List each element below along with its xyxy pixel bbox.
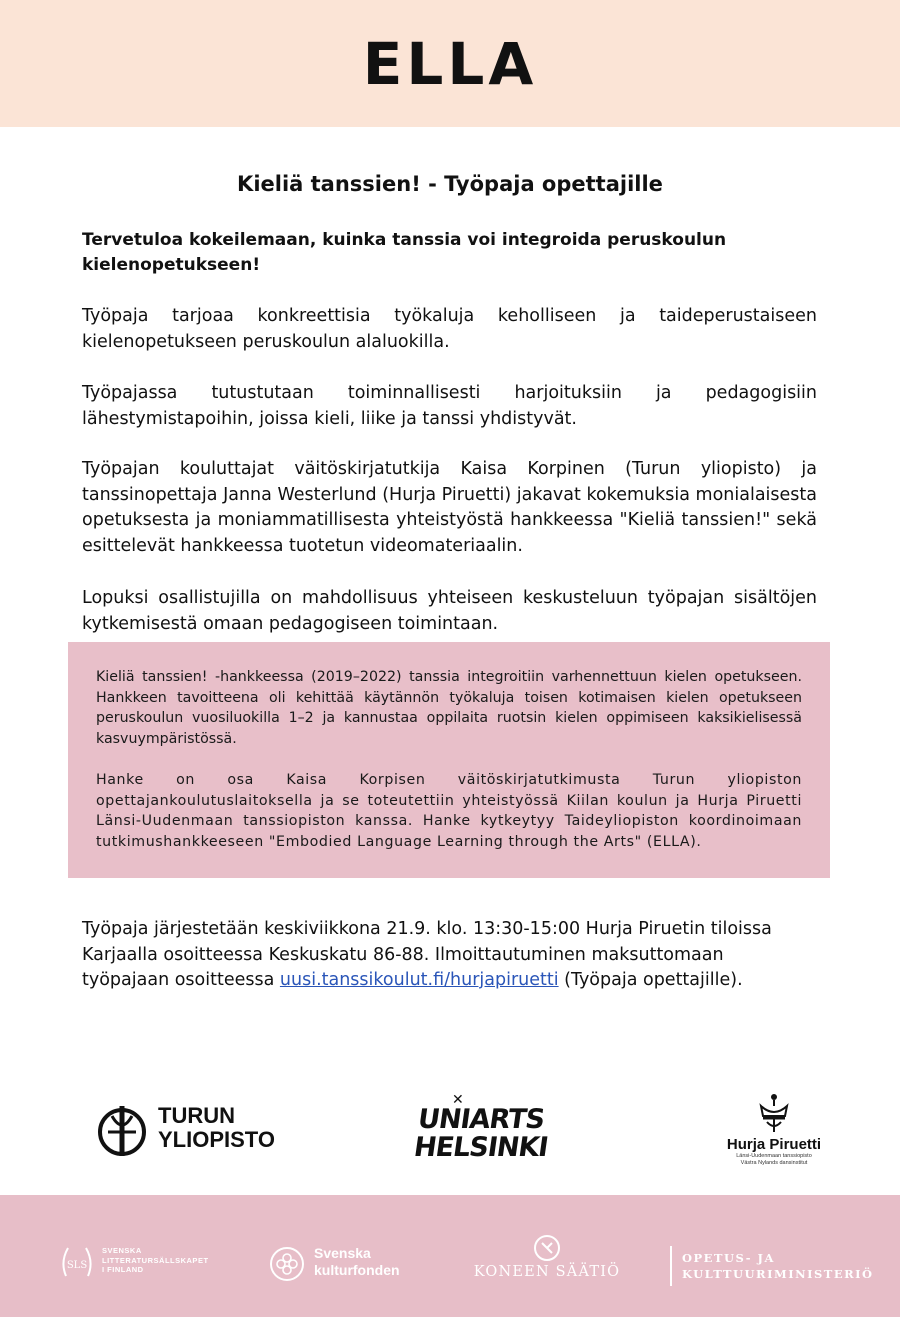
registration-link[interactable]: uusi.tanssikoulut.fi/hurjapiruetti bbox=[279, 970, 559, 990]
paragraph: Työpajan kouluttajat väitöskirjatutkija Kaisa Korpinen (Turun yliopisto) ja tanssinopettaja Janna Westerlund (Hurja Piruetti) jakavat kokemuksia monialaisesta opetuksesta ja moniammatillisesta yhteistyöstä hankkeessa "Kieliä tanssien!" sekä esittelevät hankkeessa tuotetun videomateriaalin. bbox=[82, 459, 817, 556]
crown-icon bbox=[755, 1092, 793, 1134]
kone-emblem-icon bbox=[533, 1234, 561, 1262]
info-box-paragraph: Hanke on osa Kaisa Korpisen väitöskirjatutkimusta Turun yliopiston opettajankoulutuslaitoksella ja se toteutettiin yhteistyössä Kiilan koulun ja Hurja Piruetti Länsi-Uudenmaan tanssiopiston kanssa. Hanke kytkeytyy Taideyliopiston koordinoimaan tutkimushankkeeseen "Embodied Language Learning through the Arts" (ELLA). bbox=[96, 772, 802, 850]
kulturfonden-line2: kulturfonden bbox=[314, 1262, 400, 1278]
okm-line2: KULTTUURIMINISTERIÖ bbox=[682, 1267, 874, 1281]
uniarts-line2: HELSINKI bbox=[411, 1132, 550, 1163]
sls-laurel-icon bbox=[58, 1242, 96, 1282]
sls-wordmark bbox=[102, 1246, 209, 1275]
turku-university-logo bbox=[96, 1100, 296, 1160]
kulturfonden-icon bbox=[268, 1245, 306, 1283]
uniarts-line1: UNIARTS bbox=[415, 1104, 547, 1135]
turku-line1: TURUN bbox=[158, 1103, 235, 1128]
event-suffix: (Työpaja opettajille). bbox=[558, 970, 743, 990]
sls-line1: SVENSKA bbox=[102, 1246, 142, 1255]
paragraph: Työpaja tarjoaa konkreettisia työkaluja keholliseen ja taideperustaiseen kielenopetukseen peruskoulun alaluokilla. bbox=[82, 306, 817, 352]
hurja-piruetti-logo bbox=[714, 1092, 834, 1174]
turku-line2: YLIOPISTO bbox=[158, 1127, 275, 1152]
sls-line3: I FINLAND bbox=[102, 1265, 144, 1274]
event-text: Työpaja järjestetään keskiviikkona 21.9. klo. 13:30-15:00 Hurja Piruetin tiloissa Karjaalla osoitteessa Keskuskatu 86-88. Ilmoittautuminen maksuttomaan työpajaan osoitteessa bbox=[82, 919, 772, 990]
kone-foundation-logo bbox=[462, 1234, 632, 1288]
okm-divider bbox=[670, 1246, 672, 1286]
okm-logo bbox=[670, 1246, 880, 1290]
okm-line1: OPETUS- JA bbox=[682, 1251, 775, 1265]
uniarts-x-mark: ✕ bbox=[452, 1092, 464, 1108]
svenska-kulturfonden-logo bbox=[268, 1243, 438, 1287]
uniarts-wordmark bbox=[411, 1104, 550, 1163]
hurja-name: Hurja Piruetti bbox=[726, 1136, 822, 1153]
hurja-sub-fi: Länsi-Uudenmaan tanssiopisto bbox=[736, 1153, 812, 1159]
hurja-sub-sv: Västra Nylands dansinstitut bbox=[740, 1160, 808, 1166]
sls-abbr: SLS bbox=[66, 1260, 88, 1271]
kulturfonden-line1: Svenska bbox=[314, 1245, 371, 1261]
lead-text: Tervetuloa kokeilemaan, kuinka tanssia voi integroida peruskoulun kielenopetukseen! bbox=[82, 230, 727, 275]
kulturfonden-wordmark bbox=[314, 1245, 400, 1279]
uniarts-helsinki-logo bbox=[411, 1092, 550, 1176]
kone-wordmark: KONEEN SÄÄTIÖ bbox=[473, 1264, 621, 1280]
paragraph: Lopuksi osallistujilla on mahdollisuus yhteiseen keskusteluun työpajan sisältöjen kytkemisestä omaan pedagogiseen toimintaan. bbox=[82, 588, 817, 634]
sls-line2: LITTERATURSÄLLSKAPET bbox=[102, 1255, 209, 1265]
info-box-paragraph: Kieliä tanssien! -hankkeessa (2019–2022) tanssia integroitiin varhennettuun kielen opetukseen. Hankkeen tavoitteena oli kehittää käytännön työkaluja toisen kotimaisen kielen opetukseen peruskoulun vuosiluokilla 1–2 ja kannustaa oppilaita ruotsin kielen oppimiseen kaksikielisessä kasvuympäristössä. bbox=[96, 669, 802, 747]
okm-wordmark bbox=[682, 1250, 874, 1282]
sls-logo bbox=[58, 1238, 228, 1286]
turku-emblem-icon bbox=[96, 1102, 148, 1158]
page-title: Kieliä tanssien! - Työpaja opettajille bbox=[237, 172, 663, 196]
event-details bbox=[82, 917, 782, 994]
turku-wordmark bbox=[158, 1104, 275, 1152]
ella-logo: ELLA bbox=[362, 30, 538, 98]
paragraph: Työpajassa tutustutaan toiminnallisesti harjoituksiin ja pedagogisiin lähestymistapoihin, joissa kieli, liike ja tanssi yhdistyvät. bbox=[82, 383, 817, 429]
